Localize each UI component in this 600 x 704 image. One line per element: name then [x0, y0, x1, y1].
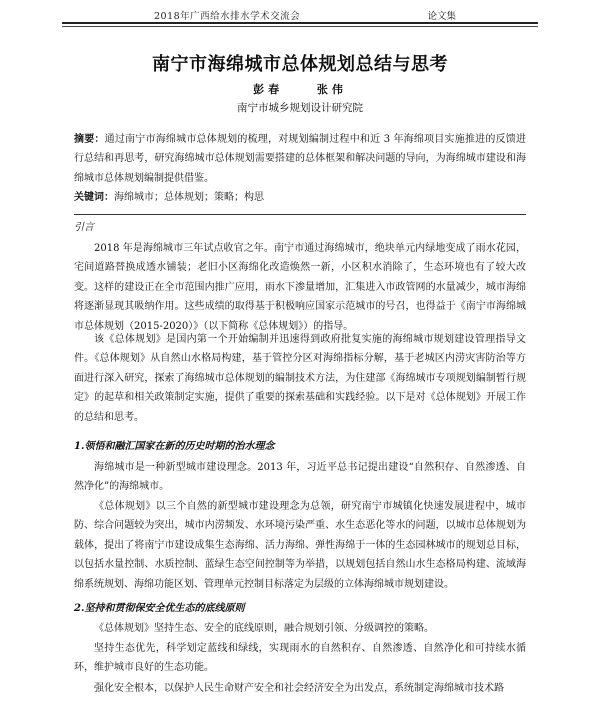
header-rule: [62, 22, 538, 24]
keywords-label: 关键词：: [74, 192, 114, 203]
abstract-label: 摘要：: [74, 134, 105, 145]
authors: [0, 81, 600, 97]
body-paragraph: 《总体规划》坚持生态、安全的底线原则，融合规划引领、分级调控的策略。: [94, 623, 434, 634]
author-name: 彭春: [253, 83, 284, 96]
body-paragraph: 坚持生态优先，科学划定蓝线和绿线，实现雨水的自然积存、自然渗透、自然净化和可持续水循环，维护城市良好的生态功能。: [74, 643, 526, 674]
author-name: 张伟: [316, 83, 347, 96]
running-header-left: 2018年广西给水排水学术交流会: [154, 11, 301, 22]
abstract: [74, 130, 526, 188]
section-heading: 1.领悟和融汇国家在新的历史时期的治水理念: [74, 441, 275, 452]
body-paragraph: 2018 年是海绵城市三年试点收官之年。南宁市通过海绵城市，绝块单元内绿地变成了雨水花园，宅间道路替换成透水铺装；老旧小区海绵化改造焕然一新，小区积水消除了，生态环境也有了较大改变。这样的建设正在全市范围内推广应用，雨水下渗量增加，汇集进入市政管网的水量减少，城市海绵将逐渐显现其吸纳作用。这些成绩的取得基于积极响应国家示范城市的号召，也得益于《南宁市海绵城市总体规划（2015-2020）》（以下简称《总体规划》）的指导。: [74, 243, 526, 332]
section-heading: 2.坚持和贯彻保安全优生态的底线原则: [74, 603, 245, 614]
body-paragraph: 该《总体规划》是国内第一个开始编制并迅速得到政府批复实施的海绵城市规划建设管理指导文件。《总体规划》从自然山水格局构建，基于管控分区对海绵指标分解，基于老城区内涝灾害防治等方面进行深入研究，探索了海绵城市总体规划的编制技术方法，为住建部《海绵城市专项规划编制暂行规定》的起草和相关政策制定实施，提供了重要的探索基础和实践经验。以下是对《总体规划》开展工作的总结和思考。: [74, 334, 526, 423]
intro-heading: 引言: [74, 222, 94, 233]
body-paragraph: 海绵城市是一种新型城市建设理念。2013 年，习近平总书记提出建设“自然积存、自然渗透、自然净化”的海绵城市。: [74, 462, 526, 493]
keywords-text: 海绵城市；总体规划；策略；构思: [114, 192, 264, 203]
running-header-right: 论文集: [427, 11, 456, 22]
paper-title: 南宁市海绵城市总体规划总结与思考: [152, 54, 448, 75]
body-paragraph: 《总体规划》以三个自然的新型城市建设理念为总领，研究南宁市城镇化快速发展进程中，城市防、综合问题较为突出，城市内涝频发、水环境污染严重、水生态恶化等水的问题，以城市总体规划为载体，提出了将南宁市建设成集生态海绵、活力海绵、弹性海绵于一体的生态园林城市的规划总目标，以包括水量控制、水质控制、蓝绿生态空间控制等为举措，以规划包括自然山水生态格局构建、流域海绵系统规划、海绵功能区划、管理单元控制目标落定为层级的立体海绵城市规划建设。: [74, 501, 526, 590]
header-rule-thin: [62, 26, 538, 27]
abstract-text: 通过南宁市海绵城市总体规划的梳理，对规划编制过程中和近 3 年海绵项目实施推进的反馈进行总结和再思考，研究海绵城市总体规划需要搭建的总体框架和解决问题的导向，为海绵城市建设和海绵城市总体规划编制提供借鉴。: [74, 134, 526, 184]
affiliation: 南宁市城乡规划设计研究院: [237, 102, 363, 114]
section-divider: [74, 214, 526, 215]
body-paragraph: 强化安全根本，以保护人民生命财产安全和社会经济安全为出发点，系统制定海绵城市技术路: [94, 683, 504, 694]
keywords: [74, 188, 526, 207]
